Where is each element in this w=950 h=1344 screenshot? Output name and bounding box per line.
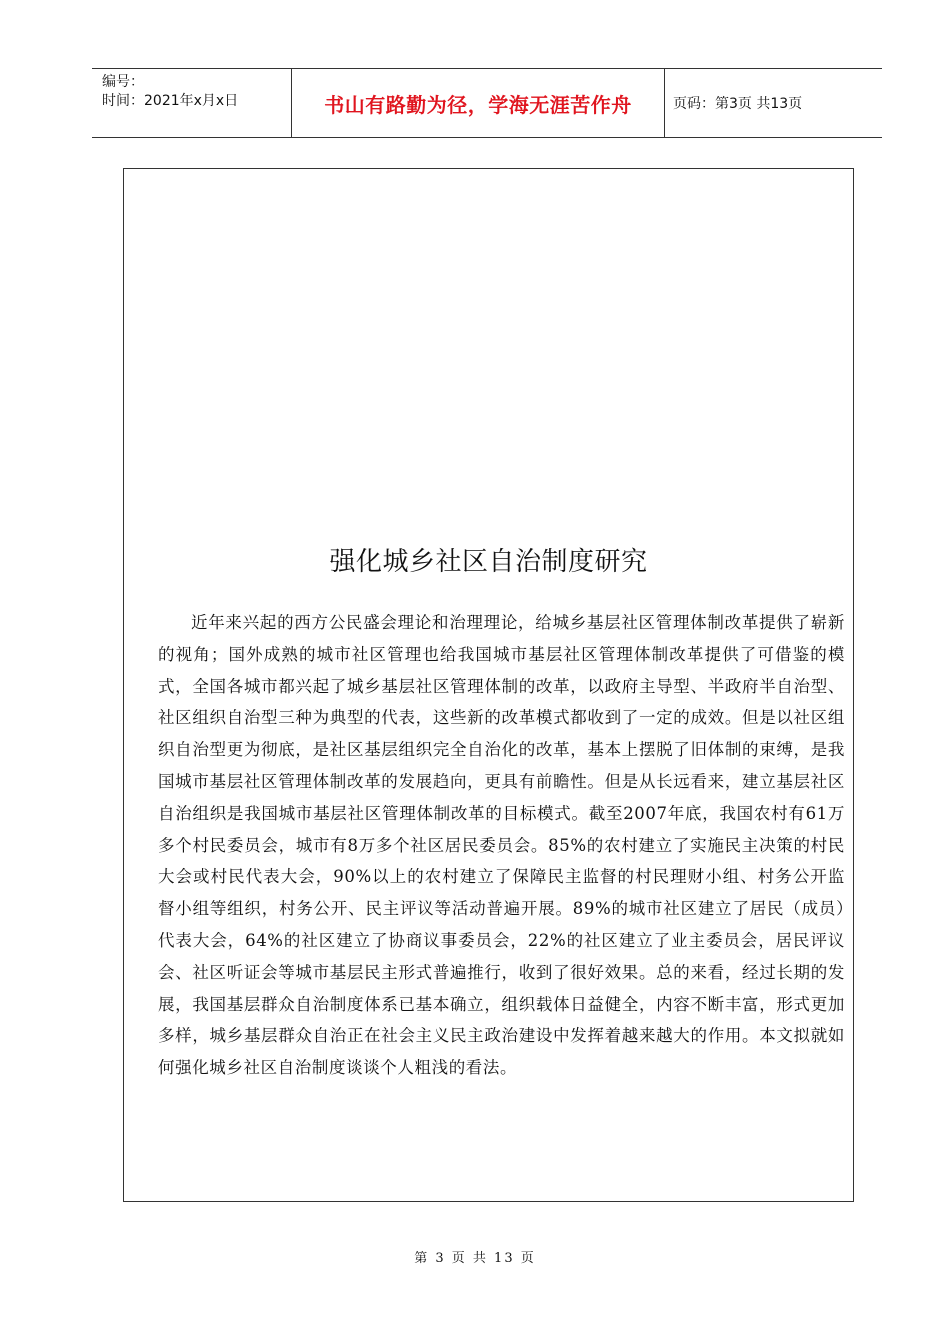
document-title: 强化城乡社区自治制度研究 [329, 547, 648, 577]
page-header [92, 68, 882, 138]
header-meta [92, 69, 292, 137]
header-page-number: 页码：第3页 共13页 [673, 96, 803, 112]
content-frame [123, 168, 854, 1202]
header-motto: 书山有路勤为径，学海无涯苦作舟 [292, 69, 665, 137]
page-footer: 第 3 页 共 13 页 [414, 1251, 536, 1266]
body-paragraph: 近年来兴起的西方公民盛会理论和治理理论，给城乡基层社区管理体制改革提供了崭新的视角；国外成熟的城市社区管理也给我国城市基层社区管理体制改革提供了可借鉴的模式，全国各城市都兴起了城乡基层社区管理体制的改革，以政府主导型、半政府半自治型、社区组织自治型三种为典型的代表，这些新的改革模式都收到了一定的成效。但是以社区组织自治型更为彻底，是社区基层组织完全自治化的改革，基本上摆脱了旧体制的束缚，是我国城市基层社区管理体制改革的发展趋向，更具有前瞻性。但是从长远看来，建立基层社区自治组织是我国城市基层社区管理体制改革的目标模式。截至2007年底，我国农村有61万多个村民委员会，城市有8万多个社区居民委员会。85%的农村建立了实施民主决策的村民大会或村民代表大会，90%以上的农村建立了保障民主监督的村民理财小组、村务公开监督小组等组织，村务公开、民主评议等活动普遍开展。89%的城市社区建立了居民（成员）代表大会，64%的社区建立了协商议事委员会，22%的社区建立了业主委员会，居民评议会、社区听证会等城市基层民主形式普遍推行，收到了很好效果。总的来看，经过长期的发展，我国基层群众自治制度体系已基本确立，组织载体日益健全，内容不断丰富，形式更加多样，城乡基层群众自治正在社会主义民主政治建设中发挥着越来越大的作用。本文拟就如何强化城乡社区自治制度谈谈个人粗浅的看法。 [158, 613, 845, 1078]
document-number-label: 编号： [102, 74, 144, 90]
document-time-label: 时间：2021年x月x日 [102, 93, 239, 109]
